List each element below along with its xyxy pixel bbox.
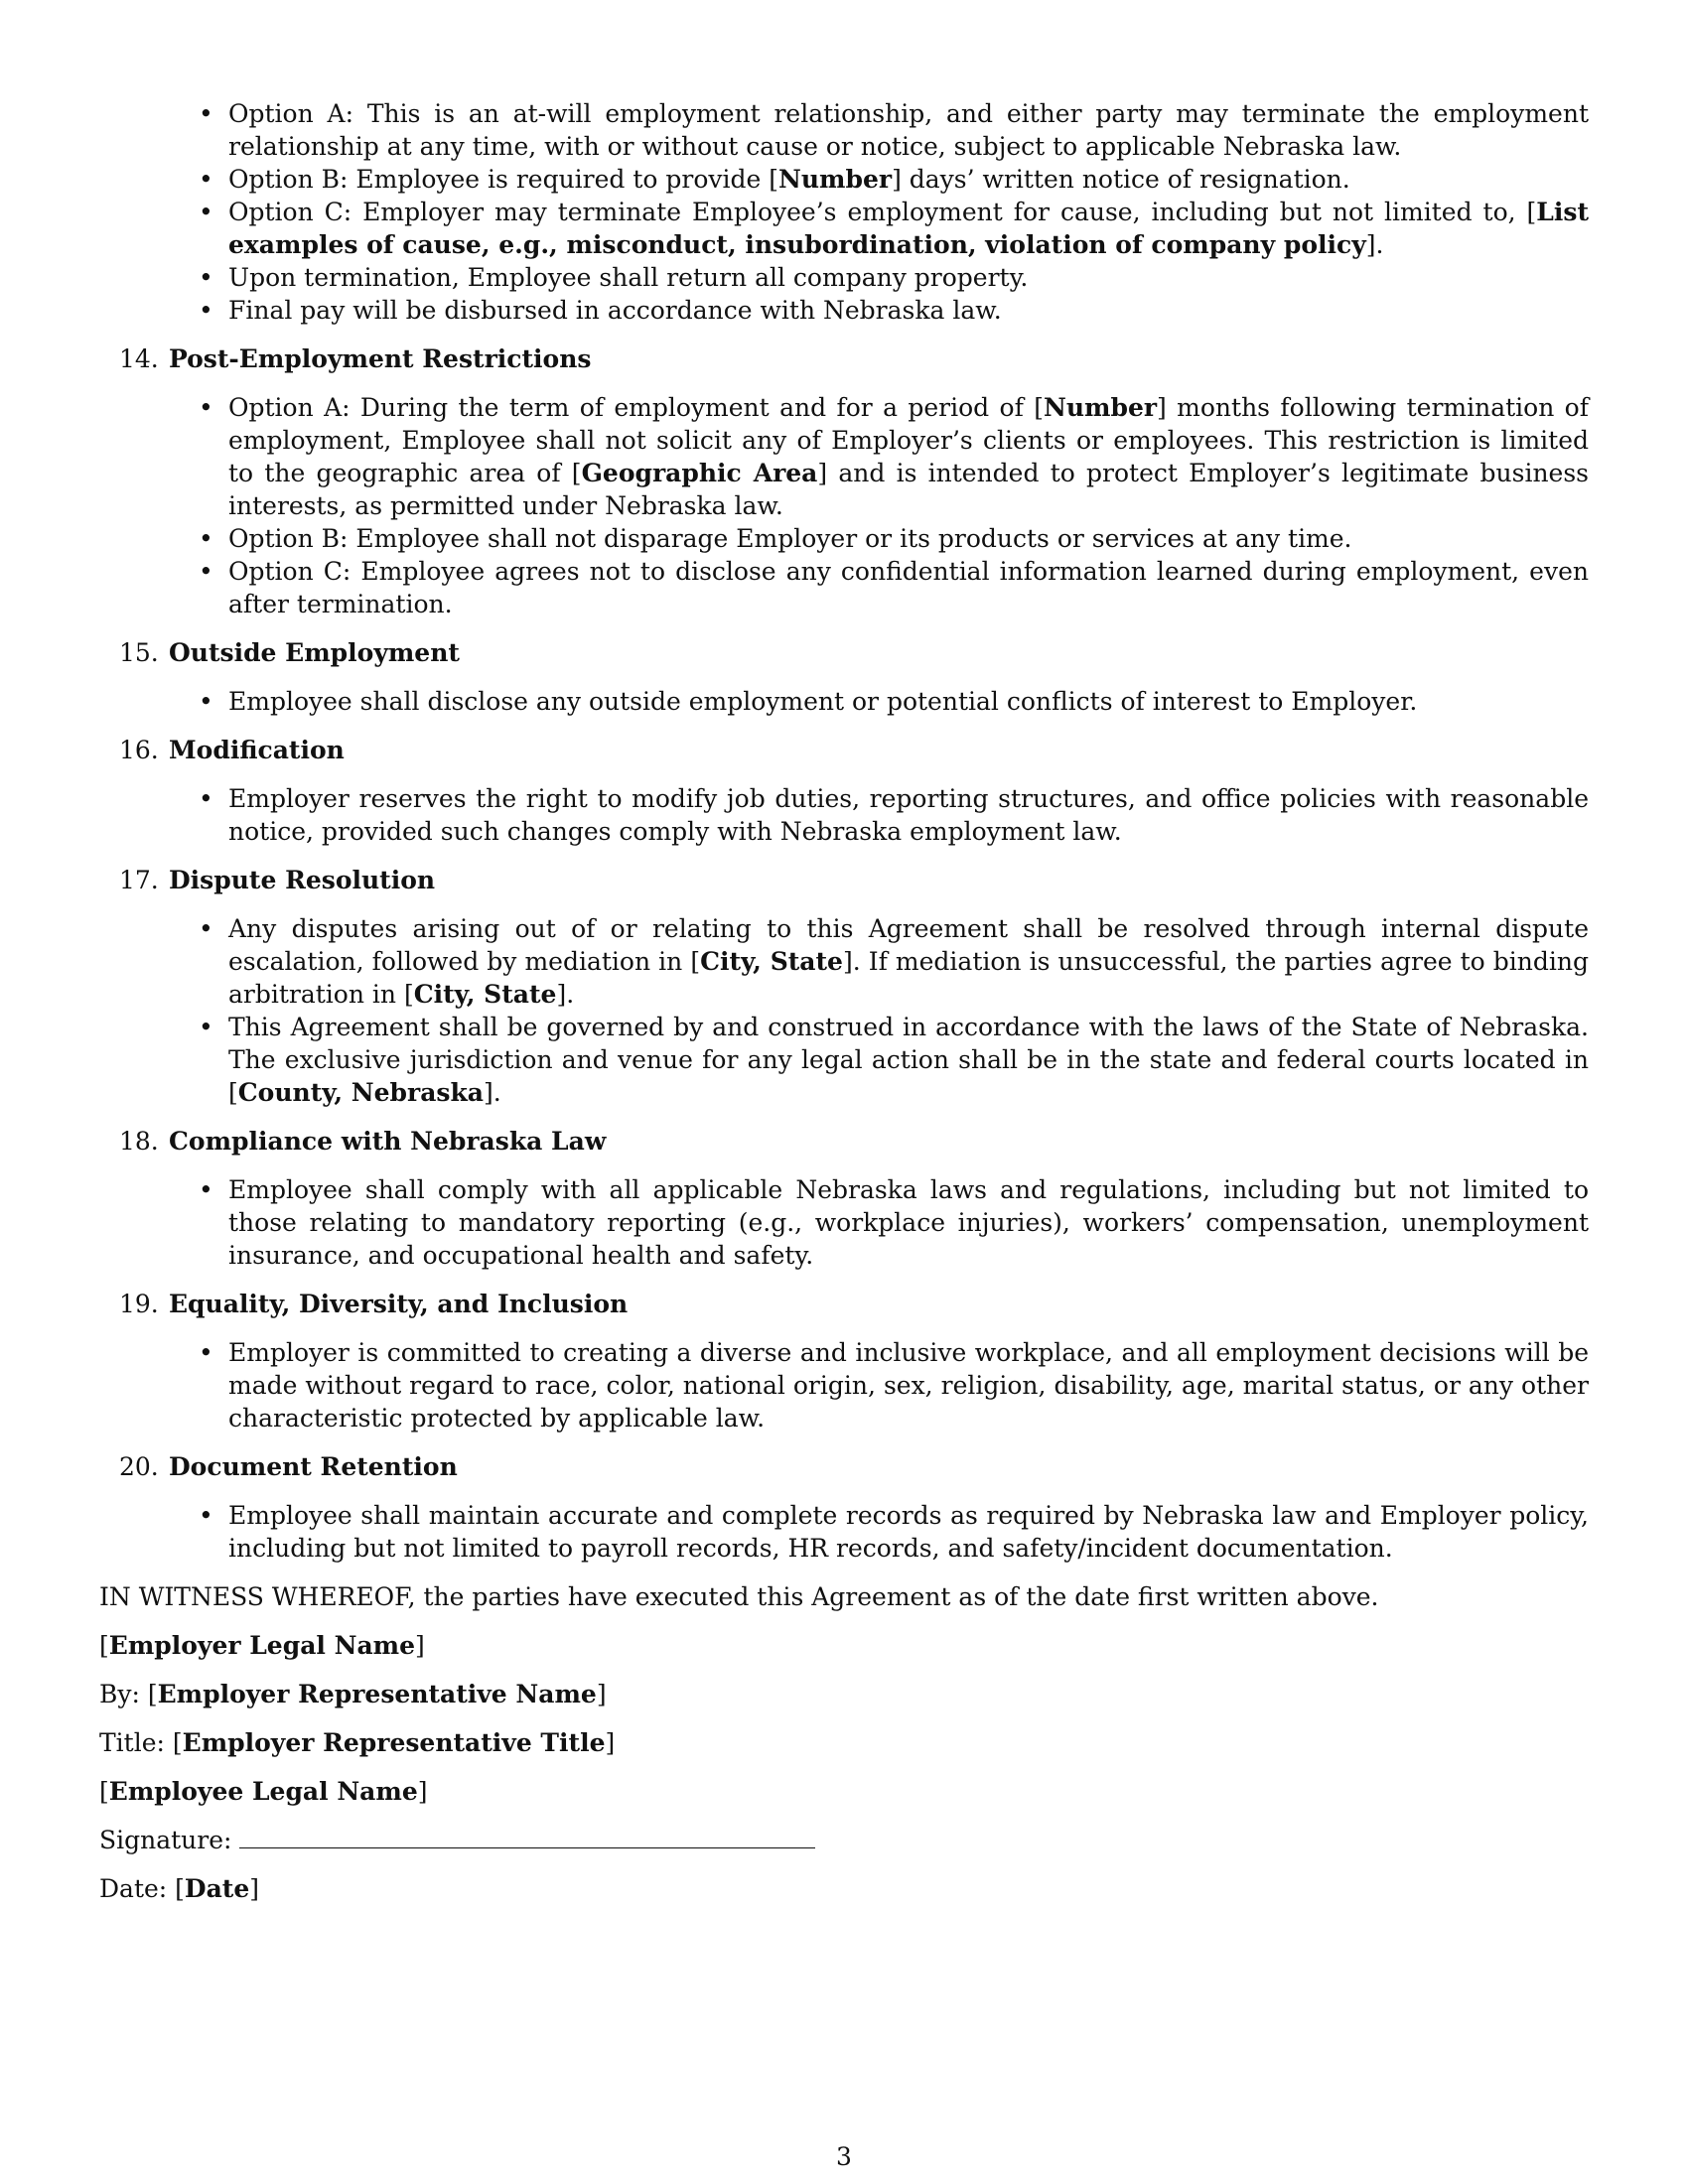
- section-title: Equality, Diversity, and Inclusion: [169, 1290, 629, 1318]
- employer-representative-title: Title: [Employer Representative Title]: [99, 1728, 616, 1757]
- section-17: [99, 864, 1589, 1109]
- witness-statement: IN WITNESS WHEREOF, the parties have executed this Agreement as of the date first written above.: [99, 1582, 1379, 1611]
- list-item: • Upon termination, Employee shall return all company property.: [99, 261, 1589, 294]
- section-20: [99, 1450, 1589, 1565]
- list-item: • Option B: Employee shall not disparage Employer or its products or services at any time.: [169, 522, 1589, 555]
- section-title: Compliance with Nebraska Law: [169, 1127, 607, 1156]
- list-item: • Final pay will be disbursed in accordance with Nebraska law.: [99, 294, 1589, 327]
- section-title: Outside Employment: [169, 638, 460, 667]
- termination-bullets: [99, 97, 1589, 327]
- section-title: Dispute Resolution: [169, 866, 436, 894]
- section-title: Modification: [169, 736, 345, 764]
- list-item: • Option C: Employer may terminate Employee’s employment for cause, including but not limited to, [List examples of cause, e.g., misconduct, insubordination, violation of company policy].: [99, 196, 1589, 261]
- section-number: 16.: [119, 736, 159, 764]
- list-item: • Employee shall disclose any outside employment or potential conflicts of interest to Employer.: [169, 685, 1589, 718]
- list-item: • Employee shall maintain accurate and complete records as required by Nebraska law and Employer policy, including but not limited to payroll records, HR records, and safety/incident documentation.: [169, 1499, 1589, 1565]
- section-19: [99, 1288, 1589, 1434]
- section-number: 19.: [119, 1290, 159, 1318]
- section-number: 20.: [119, 1452, 159, 1481]
- list-item: • Employer reserves the right to modify job duties, reporting structures, and office policies with reasonable notice, provided such changes comply with Nebraska employment law.: [169, 782, 1589, 848]
- section-number: 15.: [119, 638, 159, 667]
- signature-line[interactable]: [239, 1824, 815, 1848]
- list-item: • Employee shall comply with all applicable Nebraska laws and regulations, including but not limited to those relating to mandatory reporting (e.g., workplace injuries), workers’ compensation, unemployment insurance, and occupational health and safety.: [169, 1173, 1589, 1272]
- list-item: • Option B: Employee is required to provide [Number] days’ written notice of resignation.: [99, 163, 1589, 196]
- section-title: Document Retention: [169, 1452, 458, 1481]
- section-title: Post-Employment Restrictions: [169, 344, 592, 373]
- list-item: • Option A: During the term of employment and for a period of [Number] months following termination of employment, Employee shall not solicit any of Employer’s clients or employees. This restriction is limited to the geographic area of [Geographic Area] and is intended to protect Employer’s legitimate business interests, as permitted under Nebraska law.: [169, 391, 1589, 522]
- document-page: [99, 97, 1589, 1905]
- employer-name: [Employer Legal Name]: [99, 1631, 425, 1660]
- section-number: 14.: [119, 344, 159, 373]
- section-18: [99, 1125, 1589, 1272]
- section-16: [99, 734, 1589, 848]
- list-item: • Option A: This is an at-will employment relationship, and either party may terminate the employment relationship at any time, with or without cause or notice, subject to applicable Nebraska law.: [99, 97, 1589, 163]
- date-block: Date: [Date]: [99, 1874, 260, 1903]
- page-number: 3: [836, 2142, 852, 2171]
- signature-block: Signature:: [99, 1824, 1589, 1856]
- list-item: • Any disputes arising out of or relating to this Agreement shall be resolved through internal dispute escalation, followed by mediation in [City, State]. If mediation is unsuccessful, the parties agree to binding arbitration in [City, State].: [169, 912, 1589, 1011]
- section-14: [99, 342, 1589, 620]
- list-item: • Option C: Employee agrees not to disclose any confidential information learned during employment, even after termination.: [169, 555, 1589, 620]
- section-number: 18.: [119, 1127, 159, 1156]
- section-number: 17.: [119, 866, 159, 894]
- employee-name: [Employee Legal Name]: [99, 1777, 428, 1806]
- employer-representative: By: [Employer Representative Name]: [99, 1680, 607, 1708]
- section-15: [99, 636, 1589, 718]
- list-item: • Employer is committed to creating a diverse and inclusive workplace, and all employment decisions will be made without regard to race, color, national origin, sex, religion, disability, age, marital status, or any other characteristic protected by applicable law.: [169, 1336, 1589, 1434]
- list-item: • This Agreement shall be governed by and construed in accordance with the laws of the State of Nebraska. The exclusive jurisdiction and venue for any legal action shall be in the state and federal courts located in [County, Nebraska].: [169, 1011, 1589, 1109]
